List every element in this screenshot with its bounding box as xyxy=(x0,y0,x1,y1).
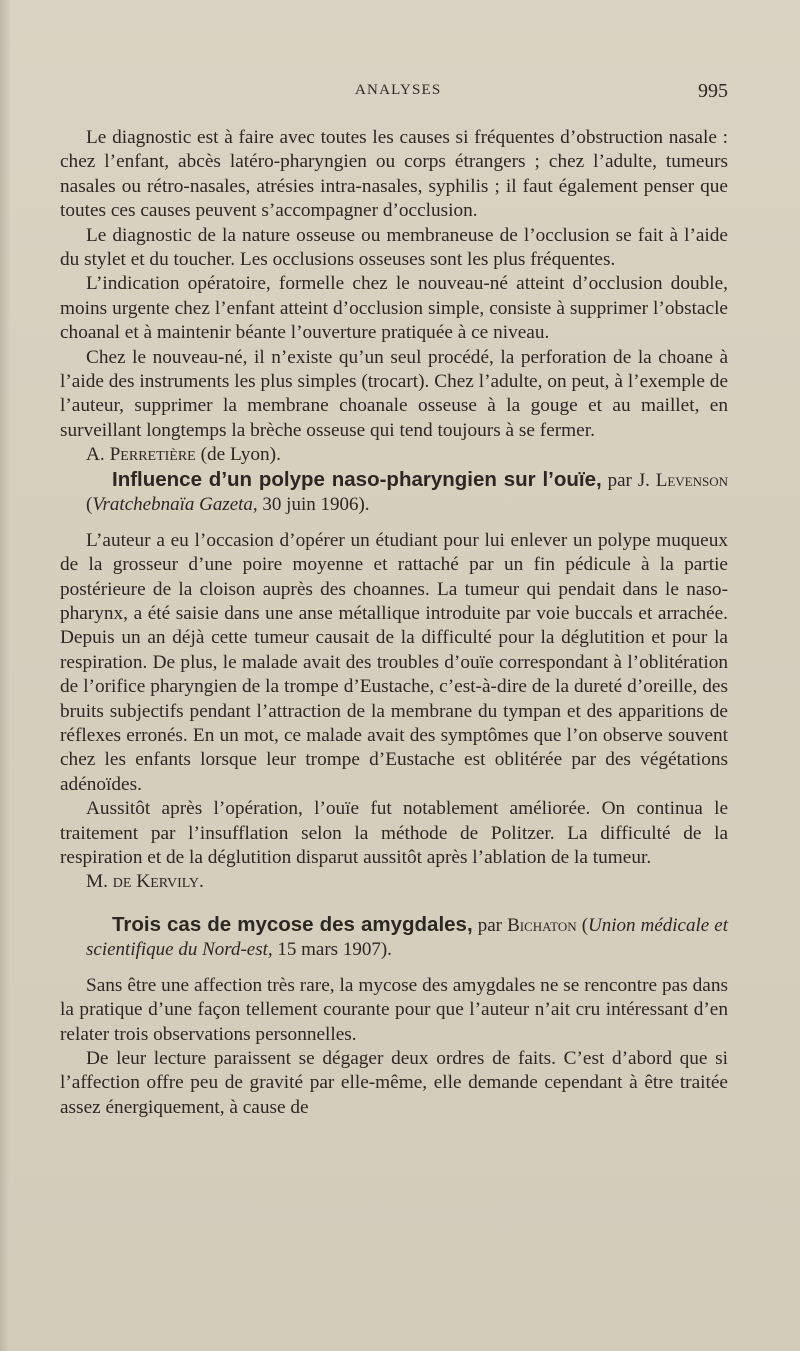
signature xyxy=(60,870,728,894)
author-initial: J. xyxy=(637,469,650,491)
paragraph: L’auteur a eu l’occasion d’opérer un étudiant pour lui enlever un polype muqueux de la grosseur d’une poire moyenne et rattaché par un fin pédicule à la partie postérieure de la cloison auprès des choannes. La tumeur qui pendait dans le naso-pharynx, a été saisie dans une anse métallique introduite par voie buccals et arrachée. Depuis un an déjà cette tumeur causait de la difficulté pour la déglutition et pour la respiration. De plus, le malade avait des troubles d’ouïe correspondant à l’oblitération de l’orifice pharyngien de la trompe d’Eustache, c’est-à-dire de la dureté d’oreille, des bruits subjectifs pendant l’attraction de la membrane du tympan et des apparitions de réflexes erronés. En un mot, ce malade avait des symptômes que l’on observe souvent chez les enfants lorsque leur trompe d’Eustache est oblitérée par des végétations adénoïdes. xyxy=(60,529,728,795)
source-journal: Union médicale et scientifique du Nord-est, xyxy=(86,914,729,960)
byline-par: par xyxy=(477,914,503,936)
paragraph: Le diagnostic est à faire avec toutes les causes si fréquentes d’obstruction nasale : chez l’enfant, abcès latéro-pharyngien ou corps étrangers ; chez l’adulte, tumeurs nasales ou rétro-nasales, atrésies intra-nasales, syphilis ; il faut également penser que toutes ces causes peuvent s’accompagner d’occlusion. xyxy=(60,127,728,222)
title-text: Influence d’un polype naso-pharyngien sur l’ouïe, xyxy=(112,467,602,491)
page-header xyxy=(60,80,728,106)
source-date: 15 mars 1907). xyxy=(277,938,392,960)
source-journal: Vratchebnaïa Gazeta, xyxy=(92,493,258,515)
title-text: Trois cas de mycose des amygdales, xyxy=(112,912,473,936)
signature-initial: M. xyxy=(86,871,108,893)
signature xyxy=(60,443,728,467)
spacer xyxy=(60,962,728,974)
article-title xyxy=(60,468,728,517)
byline-par: par xyxy=(607,469,632,491)
running-head: ANALYSES xyxy=(355,82,442,98)
paragraph: De leur lecture paraissent se dégager deux ordres de faits. C’est d’abord que si l’affection offre peu de gravité par elle-même, elle demande cependant à être traitée assez énergiquement, à cause de xyxy=(60,1048,728,1118)
paragraph: Sans être une affection très rare, la mycose des amygdales ne se rencontre pas dans la pratique d’une façon tellement courante pour que l’auteur n’ait cru intéressant d’en relater trois observations personnelles. xyxy=(60,974,728,1045)
author-name: Levenson xyxy=(655,469,729,491)
page-edge-shadow xyxy=(0,0,10,1351)
source-date: 30 juin 1906). xyxy=(262,493,370,515)
author-name: Bichaton xyxy=(507,914,577,936)
text-column xyxy=(60,126,728,1120)
spacer xyxy=(60,895,728,913)
signature-name: Kervily. xyxy=(136,871,204,893)
paragraph: Chez le nouveau-né, il n’existe qu’un seul procédé, la perforation de la choane à l’aide des instruments les plus simples (trocart). Chez l’adulte, on peut, à l’exemple de l’auteur, supprimer la membrane choanale osseuse à la gouge et au maillet, en surveillant longtemps la brèche osseuse qui tend toujours à se fermer. xyxy=(60,346,728,441)
paragraph: Le diagnostic de la nature osseuse ou membraneuse de l’occlusion se fait à l’aide du stylet et du toucher. Les occlusions osseuses sont les plus fréquentes. xyxy=(60,224,728,271)
signature-initial: A. xyxy=(86,444,105,466)
source-open: ( xyxy=(581,914,589,936)
signature-particle: de xyxy=(112,871,132,893)
page-number: 995 xyxy=(698,80,728,102)
article-title xyxy=(60,913,728,962)
signature-name: Perretière xyxy=(109,444,196,466)
spacer xyxy=(60,517,728,529)
source-open: ( xyxy=(86,493,93,515)
paragraph: L’indication opératoire, formelle chez le nouveau-né atteint d’occlusion double, moins urgente chez l’enfant atteint d’occlusion simple, consiste à supprimer l’obstacle choanal et à maintenir béante l’ouverture pratiquée à ce niveau. xyxy=(60,273,728,344)
paragraph: Aussitôt après l’opération, l’ouïe fut notablement améliorée. On continua le traitement par l’insufflation selon la méthode de Politzer. La difficulté de la respiration et de la déglutition disparut aussitôt après l’ablation de la tumeur. xyxy=(60,798,728,868)
signature-place: (de Lyon). xyxy=(200,444,281,466)
